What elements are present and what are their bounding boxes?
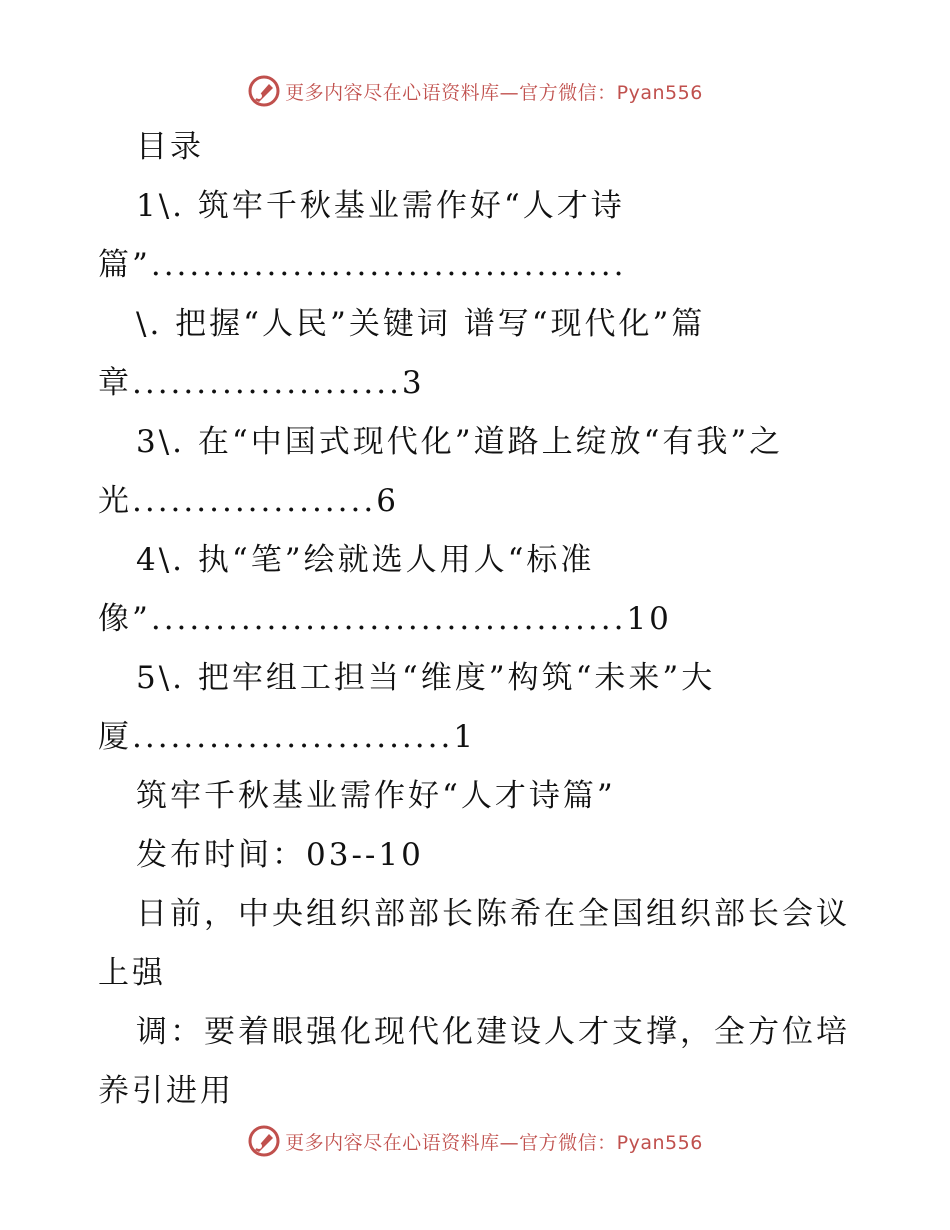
paragraph-2-line-2: 养引进用 xyxy=(98,1073,234,1109)
toc-entry-4-continuation: 像”.....................................10 xyxy=(98,601,672,637)
toc-heading: 目录 xyxy=(136,129,204,165)
pen-circle-logo-icon xyxy=(247,1124,281,1158)
header-banner xyxy=(0,71,950,111)
toc-entry-5-continuation: 厦.........................1 xyxy=(98,719,477,755)
toc-entry-4: 4\. 执“笔”绘就选人用人“标准 xyxy=(136,542,595,578)
header-banner-text: 更多内容尽在心语资料库—官方微信：Pyan556 xyxy=(285,81,703,104)
toc-entry-1: 1\. 筑牢千秋基业需作好“人才诗 xyxy=(136,188,625,224)
toc-entry-3: 3\. 在“中国式现代化”道路上绽放“有我”之 xyxy=(136,424,784,460)
footer-banner xyxy=(0,1121,950,1161)
publish-time: 发布时间：03--10 xyxy=(136,837,424,873)
document-body xyxy=(0,118,950,1121)
paragraph-2-line-1: 调：要着眼强化现代化建设人才支撑，全方位培 xyxy=(136,1014,850,1050)
article-title: 筑牢千秋基业需作好“人才诗篇” xyxy=(136,778,616,814)
toc-entry-2-continuation: 章.....................3 xyxy=(98,365,425,401)
footer-banner-text: 更多内容尽在心语资料库—官方微信：Pyan556 xyxy=(285,1131,703,1154)
pen-circle-logo-icon xyxy=(247,74,281,108)
toc-entry-1-continuation: 篇”..................................... xyxy=(98,247,627,283)
paragraph-1-line-2: 上强 xyxy=(98,955,166,991)
toc-entry-5: 5\. 把牢组工担当“维度”构筑“未来”大 xyxy=(136,660,716,696)
toc-entry-2: \. 把握“人民”关键词 谱写“现代化”篇 xyxy=(136,306,706,342)
paragraph-1-line-1: 日前，中央组织部部长陈希在全国组织部长会议 xyxy=(136,896,850,932)
toc-entry-3-continuation: 光...................6 xyxy=(98,483,399,519)
